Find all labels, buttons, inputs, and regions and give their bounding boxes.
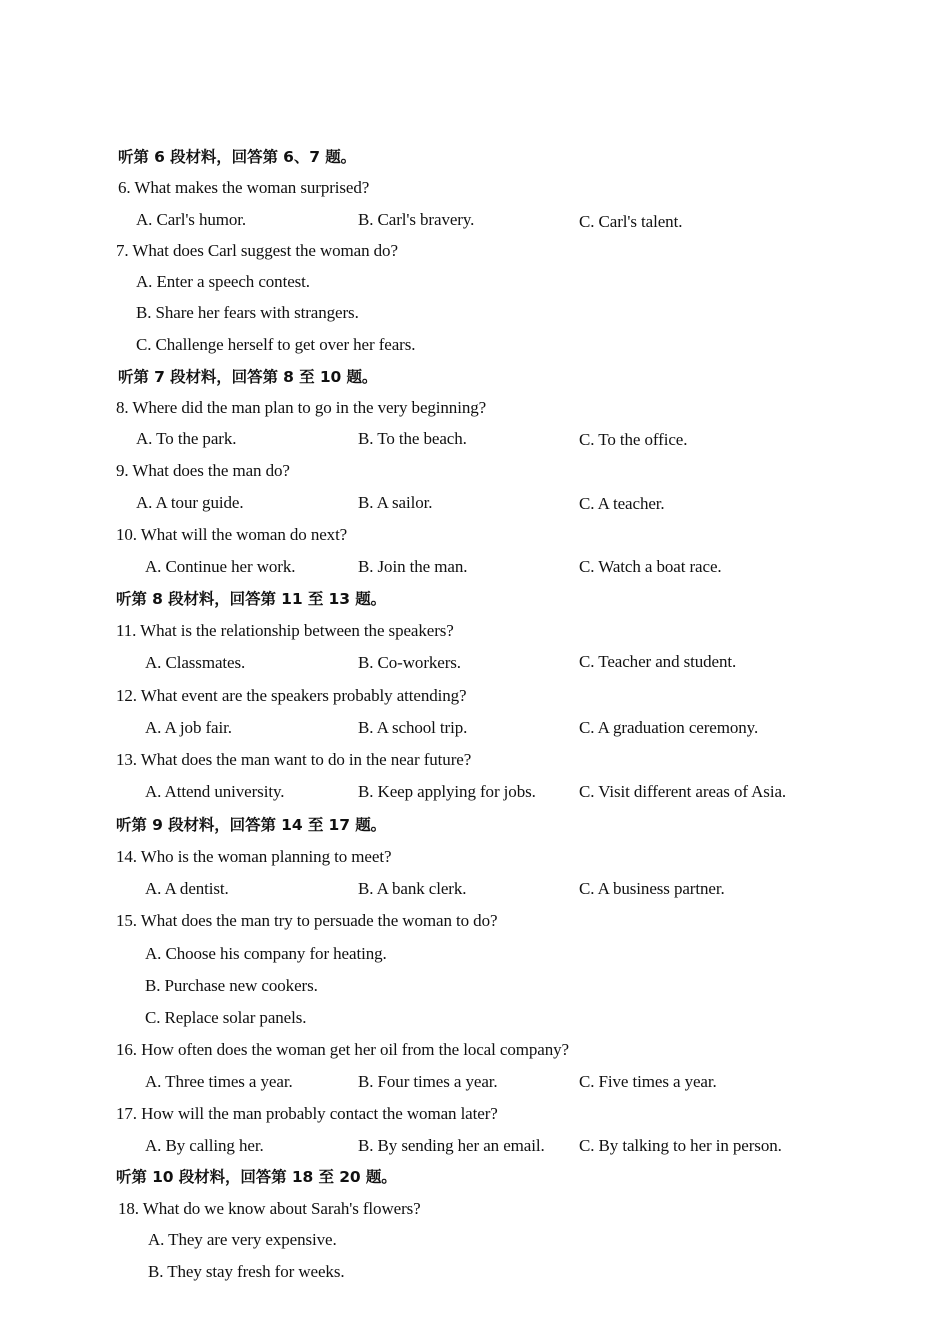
option-c: C. Carl's talent. — [579, 212, 683, 231]
option-b: B. Join the man. — [358, 557, 468, 576]
option-a: A. Enter a speech contest. — [136, 272, 310, 291]
option-b: B. A bank clerk. — [358, 879, 467, 898]
option-b: B. Keep applying for jobs. — [358, 782, 536, 801]
option-a: A. Classmates. — [145, 653, 246, 672]
option-a: A. To the park. — [136, 429, 237, 448]
question-17: 17. How will the man probably contact the woman later? — [116, 1104, 498, 1123]
question-7: 7. What does Carl suggest the woman do? — [116, 241, 398, 260]
option-a: A. They are very expensive. — [148, 1230, 337, 1249]
option-c: C. Replace solar panels. — [145, 1008, 307, 1027]
option-b: B. Co-workers. — [358, 653, 461, 672]
option-a: A. A dentist. — [145, 879, 229, 898]
option-a: A. Continue her work. — [145, 557, 296, 576]
option-a: A. A job fair. — [145, 718, 232, 737]
option-b: B. Four times a year. — [358, 1072, 498, 1091]
question-9: 9. What does the man do? — [116, 461, 290, 480]
option-c: C. A teacher. — [579, 494, 665, 513]
option-c: C. Watch a boat race. — [579, 557, 722, 576]
option-a: A. Carl's humor. — [136, 210, 247, 229]
option-b: B. Carl's bravery. — [358, 210, 475, 229]
option-c: C. Visit different areas of Asia. — [579, 782, 787, 801]
option-b: B. Share her fears with strangers. — [136, 303, 359, 322]
question-18: 18. What do we know about Sarah's flowers? — [118, 1199, 421, 1218]
question-12: 12. What event are the speakers probably attending? — [116, 686, 467, 705]
section-heading: 听第 10 段材料，回答第 18 至 20 题。 — [116, 1168, 397, 1186]
option-b: B. They stay fresh for weeks. — [148, 1262, 345, 1281]
question-14: 14. Who is the woman planning to meet? — [116, 847, 392, 866]
section-heading: 听第 9 段材料，回答第 14 至 17 题。 — [116, 816, 387, 834]
question-8: 8. Where did the man plan to go in the very beginning? — [116, 398, 487, 417]
section-heading: 听第 6 段材料，回答第 6、7 题。 — [118, 148, 357, 166]
option-b: B. A school trip. — [358, 718, 468, 737]
option-c: C. A business partner. — [579, 879, 725, 898]
question-11: 11. What is the relationship between the speakers? — [116, 621, 454, 640]
option-c: C. A graduation ceremony. — [579, 718, 759, 737]
question-16: 16. How often does the woman get her oil from the local company? — [116, 1040, 569, 1059]
option-c: C. By talking to her in person. — [579, 1136, 782, 1155]
option-c: C. Five times a year. — [579, 1072, 717, 1091]
option-b: B. Purchase new cookers. — [145, 976, 318, 995]
section-heading: 听第 8 段材料，回答第 11 至 13 题。 — [116, 590, 387, 608]
option-a: A. Attend university. — [145, 782, 285, 801]
option-c: C. Challenge herself to get over her fears. — [136, 335, 416, 354]
option-c: C. Teacher and student. — [579, 652, 737, 671]
option-b: B. To the beach. — [358, 429, 467, 448]
option-a: A. By calling her. — [145, 1136, 264, 1155]
option-a: A. Choose his company for heating. — [145, 944, 387, 963]
option-a: A. A tour guide. — [136, 493, 244, 512]
section-heading: 听第 7 段材料，回答第 8 至 10 题。 — [118, 368, 378, 386]
option-a: A. Three times a year. — [145, 1072, 293, 1091]
question-13: 13. What does the man want to do in the near future? — [116, 750, 472, 769]
question-10: 10. What will the woman do next? — [116, 525, 348, 544]
option-c: C. To the office. — [579, 430, 688, 449]
option-b: B. A sailor. — [358, 493, 433, 512]
question-15: 15. What does the man try to persuade the woman to do? — [116, 911, 498, 930]
option-b: B. By sending her an email. — [358, 1136, 545, 1155]
question-6: 6. What makes the woman surprised? — [118, 178, 370, 197]
